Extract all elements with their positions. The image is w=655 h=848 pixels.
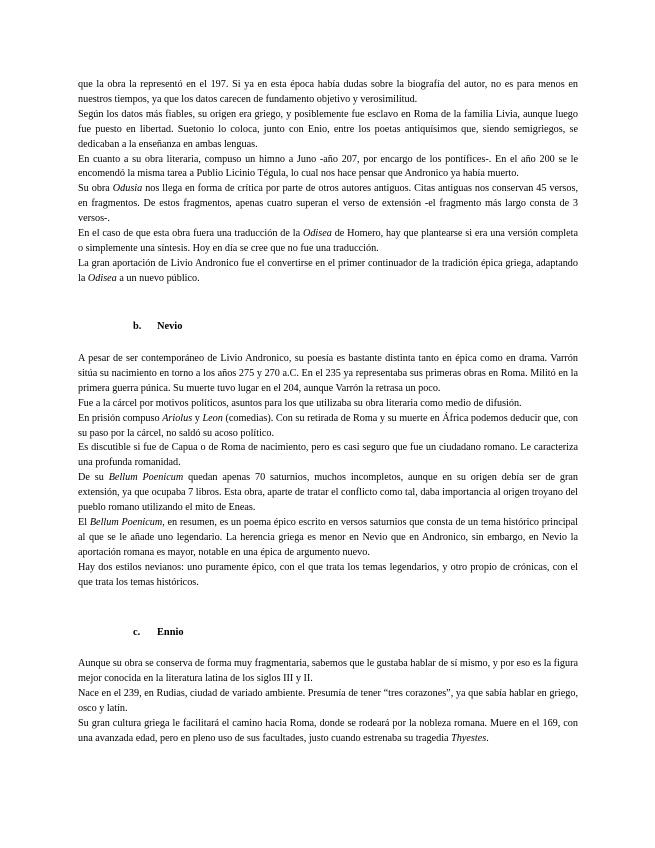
section-nevio-text [78, 352, 578, 591]
text-run: a un nuevo público. [116, 272, 200, 284]
heading-title: Ennio [157, 627, 184, 638]
paragraph [78, 516, 578, 561]
text-run: En el caso de que esta obra fuera una traducción de la [78, 228, 303, 240]
italic-title: Leon [202, 412, 223, 424]
italic-title: Odisea [87, 272, 117, 284]
heading-number: c. [133, 627, 141, 638]
section-a-end-text [78, 78, 578, 287]
paragraph [78, 227, 578, 257]
paragraph: En cuanto a su obra literaria, compuso un himno a Juno -año 207, por encargo de los pontífices-. En el año 200 se le encomendó la misma tarea a Publio Licinio Tégula, lo cual nos hace pensar que Andronico ya había muerto. [78, 153, 578, 180]
text-run: Su obra [78, 183, 113, 195]
text-run: (comedias). Con su retirada de Roma y su muerte en África podemos deducir que, con su paso por la cárcel, no saldó su acoso político. [78, 412, 579, 439]
text-run: nos llega en forma de crítica por parte de otros autores antiguos. Citas antiguas nos conservan 45 versos, en fragmentos. De estos fragmentos, apenas cuatro superan el verso de extensión -el fragmento más largo consta de 3 versos-. [78, 183, 578, 225]
paragraph: que la obra la representó en el 197. Si ya en esta época había dudas sobre la biografía del autor, no es para menos en nuestros tiempos, ya que los datos carecen de fundamento objetivo y verosimilitud. [78, 79, 578, 105]
italic-title: Odisea [302, 228, 332, 240]
paragraph: Aunque su obra se conserva de forma muy fragmentaria, sabemos que le gustaba hablar de sí mismo, y por eso es la figura mejor conocida en la literatura latina de los siglos III y II. [78, 658, 578, 684]
text-run: Su gran cultura griega le facilitará el camino hacia Roma, donde se rodeará por la nobleza romana. Muere en el 169, con una avanzada edad, pero en pleno uso de sus facultades, justo cuando estrenaba su tragedia [78, 717, 578, 744]
italic-title: Odusia [112, 183, 143, 195]
heading-title: Nevio [157, 321, 183, 332]
section-ennio-text [78, 657, 578, 746]
text-run: quedan apenas 70 saturnios, muchos incompletos, aunque en su origen debía ser de gran extensión, ya que ocupaba 7 libros. Esta obra, aparte de tratar el conflicto como tal, daba importancia al origen troyano del pueblo romano utilizando el mito de Eneas. [78, 472, 579, 514]
text-run: de Homero, hay que plantearse si era una versión completa o simplemente una síntesis. Hoy en día se cree que no fue una traducción. [78, 228, 578, 254]
paragraph: Hay dos estilos nevianos: uno puramente épico, con el que trata los temas legendarios, y otro propio de crónicas, con el que trata los temas históricos. [78, 561, 578, 588]
text-run: La gran aportación de Livio Andronico fue el convertirse en el primer continuador de la tradición épica griega, adaptando la [78, 257, 578, 284]
paragraph [78, 412, 578, 442]
text-run: El [78, 516, 90, 528]
italic-title: Bellum Poenicum [89, 516, 163, 528]
paragraph: Según los datos más fiables, su origen era griego, y posiblemente fue esclavo en Roma de la familia Livia, aunque luego fue puesto en libertad. Suetonio lo coloca, junto con Enio, entre los poetas antiquísimos que, siendo semigriegos, se dedicaban a la enseñanza en ambas lenguas. [78, 108, 578, 150]
paragraph: Nace en el 239, en Rudias, ciudad de variado ambiente. Presumía de tener “tres corazones”, ya que sabía hablar en griego, osco y latín. [78, 687, 578, 714]
paragraph: Fue a la cárcel por motivos políticos, asuntos para los que utilizaba su obra literaria como medio de difusión. [78, 397, 522, 409]
italic-title: Thyestes [451, 732, 487, 744]
paragraph [78, 257, 578, 287]
paragraph: Es discutible si fue de Capua o de Roma de nacimiento, pero es casi seguro que fue un ciudadano romano. Le caracteriza una profunda romanidad. [78, 442, 578, 469]
italic-title: Bellum Poenicum [108, 472, 184, 484]
paragraph [78, 471, 578, 516]
text-run: . [486, 732, 489, 744]
text-run: y [192, 412, 203, 424]
heading-number: b. [133, 321, 142, 332]
paragraph [78, 717, 578, 747]
text-run: , en resumen, es un poema épico escrito en versos saturnios que consta de un tema histórico principal al que se le añade uno legendario. La herencia griega es menor en Nevio que en Andronico, sin embargo, en Nevio la aportación romana es mayor, notable en una épica de argumento nuevo. [78, 516, 578, 558]
section-heading-nevio [133, 321, 182, 332]
section-heading-ennio [133, 627, 184, 638]
text-run: En prisión compuso [78, 412, 163, 424]
paragraph: A pesar de ser contemporáneo de Livio Andronico, su poesía es bastante distinta tanto en épica como en drama. Varrón sitúa su nacimiento en torno a los años 275 y 270 a.C. En el 235 ya representaba sus primeras obras en Roma. Militó en la primera guerra púnica. Su muerte tuvo lugar en el 204, aunque Varrón la retrasa un poco. [78, 353, 578, 394]
paragraph [78, 182, 578, 227]
italic-title: Ariolus [162, 412, 193, 424]
text-run: De su [78, 472, 109, 484]
